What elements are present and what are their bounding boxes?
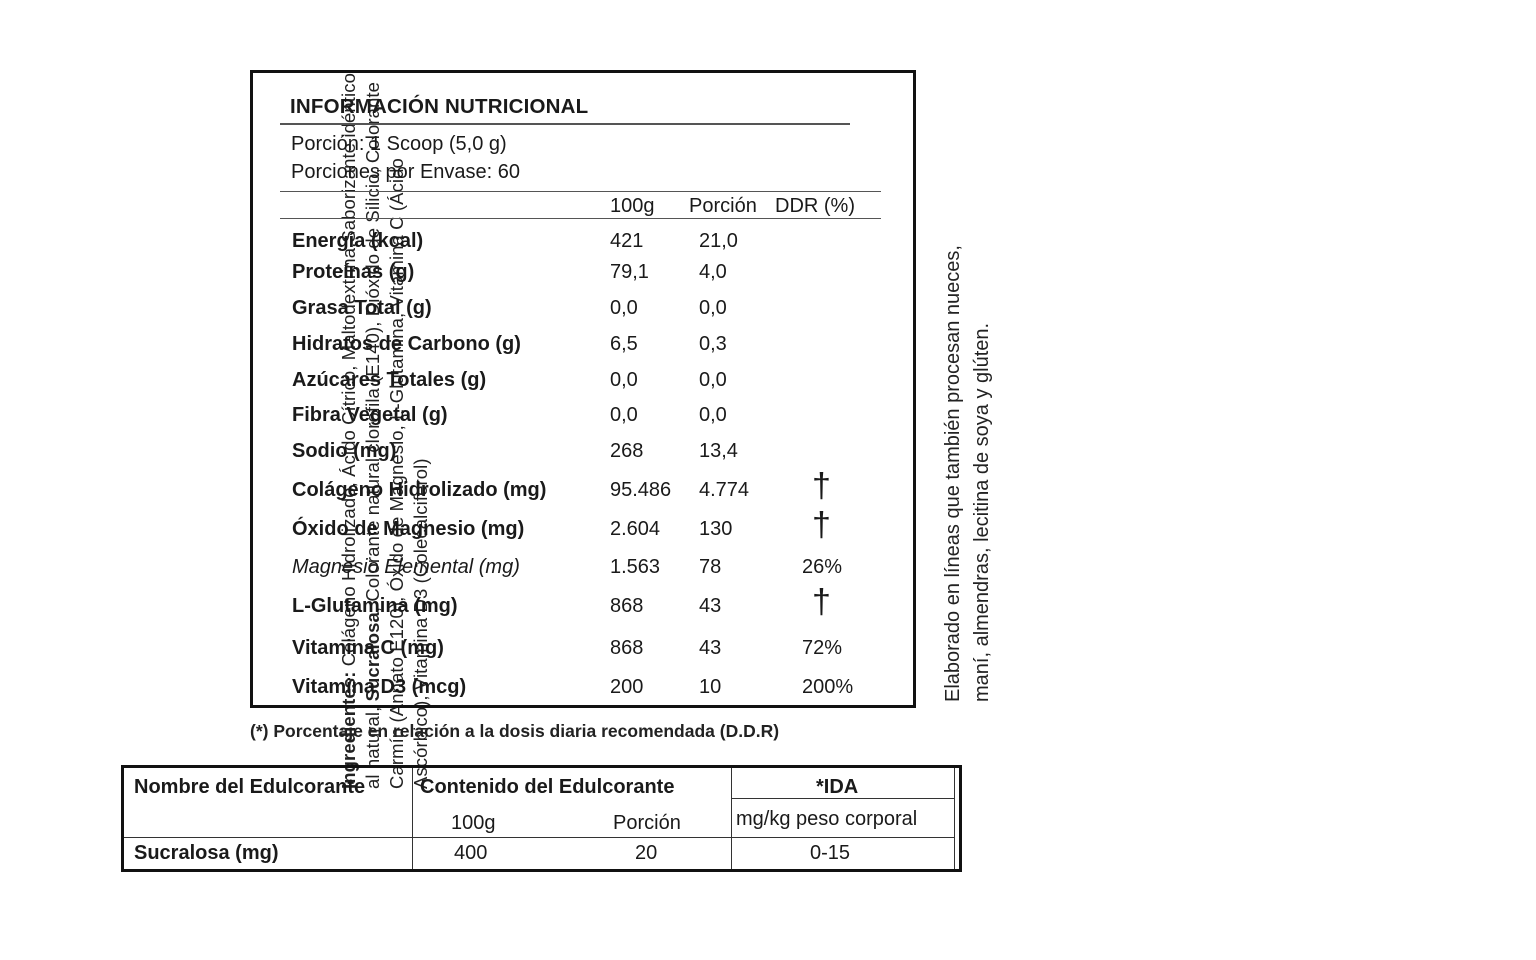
sweetener-name-header: Nombre del Edulcorante xyxy=(134,776,366,798)
nutrient-portion: 0,0 xyxy=(699,404,727,426)
col-divider xyxy=(954,768,955,869)
nutrition-panel xyxy=(250,70,916,708)
nutrient-per100: 2.604 xyxy=(610,518,661,540)
nutrient-portion: 78 xyxy=(699,556,722,578)
allergen-note xyxy=(939,122,999,702)
nutrient-row xyxy=(253,369,913,399)
col-header-100g: 100g xyxy=(610,195,655,217)
nutrient-ddr: 26% xyxy=(802,556,843,578)
nutrient-portion: 43 xyxy=(699,595,722,617)
nutrient-portion: 43 xyxy=(699,637,722,659)
ida-header: *IDA xyxy=(816,776,859,798)
nutrient-per100: 868 xyxy=(610,595,644,617)
nutrient-per100: 0,0 xyxy=(610,297,638,319)
nutrient-name: Hidratos de Carbono (g) xyxy=(292,333,521,355)
dagger-mark: † xyxy=(812,506,831,544)
nutrient-name: Energía (kcal) xyxy=(292,230,424,252)
ingredients-label: Ingredientes: xyxy=(338,671,359,789)
nutrient-portion: 21,0 xyxy=(699,230,738,252)
sweetener-table xyxy=(121,765,962,872)
col-header-portion: Porción xyxy=(689,195,757,217)
sweetener-content-header: Contenido del Edulcorante xyxy=(420,776,675,798)
nutrient-portion: 0,3 xyxy=(699,333,727,355)
nutrient-portion: 130 xyxy=(699,518,733,540)
nutrient-per100: 421 xyxy=(610,230,644,252)
nutrient-name: Sodio (mg) xyxy=(292,440,397,462)
header-top-divider xyxy=(280,191,881,192)
sweetener-row-100g: 400 xyxy=(454,842,488,864)
allergen-note-line2: maní, almendras, lecitina de soya y glúten. xyxy=(971,322,993,702)
nutrient-row xyxy=(253,583,913,625)
allergen-note-line1: Elaborado en líneas que también procesan nueces, xyxy=(942,245,964,702)
sweetener-sub-100g: 100g xyxy=(451,812,496,834)
serving-size: Porción: 1 Scoop (5,0 g) xyxy=(291,133,507,155)
nutrient-portion: 13,4 xyxy=(699,440,738,462)
ingredients-part2: , Colorante natural clorofila (E140), Dióxido de Silicio, Colorante Carmín (Annato E120), Óxido de Magnesio, L-Glutamina, Vitamina C (Ácido Ascórbico), Vitamina D3 (Colecalciferol) xyxy=(362,81,431,789)
nutrient-per100: 1.563 xyxy=(610,556,661,578)
nutrient-name: Óxido de Magnesio (mg) xyxy=(292,518,525,540)
nutrient-per100: 868 xyxy=(610,637,644,659)
sweetener-sub-portion: Porción xyxy=(613,812,681,834)
nutrient-row xyxy=(253,556,913,586)
nutrient-per100: 6,5 xyxy=(610,333,638,355)
nutrient-per100: 200 xyxy=(610,676,644,698)
col-divider xyxy=(412,768,413,869)
nutrient-row xyxy=(253,333,913,363)
nutrient-row xyxy=(253,467,913,509)
nutrient-name: Grasa Total (g) xyxy=(292,297,432,319)
nutrient-portion: 0,0 xyxy=(699,297,727,319)
nutrient-per100: 79,1 xyxy=(610,261,649,283)
title-divider xyxy=(280,123,850,125)
nutrient-name: Magnesio Elemental (mg) xyxy=(292,556,520,578)
nutrient-name: Proteínas (g) xyxy=(292,261,415,283)
col-header-ddr: DDR (%) xyxy=(775,195,855,217)
nutrient-row xyxy=(253,297,913,327)
nutrient-ddr: 200% xyxy=(802,676,854,698)
nutrient-row xyxy=(253,506,913,548)
nutrient-portion: 0,0 xyxy=(699,369,727,391)
ida-unit: mg/kg peso corporal xyxy=(736,808,918,830)
nutrient-row xyxy=(253,261,913,291)
nutrient-portion: 10 xyxy=(699,676,722,698)
col-divider xyxy=(731,768,732,869)
nutrient-name: Vitamina C (mg) xyxy=(292,637,444,659)
nutrition-title: INFORMACIÓN NUTRICIONAL xyxy=(290,95,589,118)
nutrient-name: Colágeno Hidrolizado (mg) xyxy=(292,479,547,501)
nutrient-name: Vitamina D3 (mcg) xyxy=(292,676,467,698)
servings-per-container: Porciones por Envase: 60 xyxy=(291,161,521,183)
nutrient-ddr: 72% xyxy=(802,637,843,659)
nutrient-per100: 0,0 xyxy=(610,369,638,391)
nutrient-portion: 4,0 xyxy=(699,261,727,283)
sweetener-row-portion: 20 xyxy=(635,842,658,864)
header-bottom-divider xyxy=(280,218,881,219)
nutrient-row xyxy=(253,637,913,667)
dagger-mark: † xyxy=(812,467,831,505)
nutrient-row xyxy=(253,230,913,260)
row-divider xyxy=(124,837,955,838)
nutrient-row xyxy=(253,440,913,470)
nutrient-per100: 0,0 xyxy=(610,404,638,426)
nutrient-name: Azúcares Totales (g) xyxy=(292,369,487,391)
ingredients-sweetener: Sucralosa xyxy=(362,612,383,702)
nutrient-name: L-Glutamina (mg) xyxy=(292,595,458,617)
nutrient-portion: 4.774 xyxy=(699,479,750,501)
ddr-footnote: (*) Porcentaje en relación a la dosis diaria recomendada (D.D.R) xyxy=(250,721,780,741)
nutrient-row xyxy=(253,404,913,434)
ingredients-part1: Colágeno Hidrolizado, Ácido Cítrico, Maltodextrina,Saborizante idéntico al natural, xyxy=(338,73,383,789)
nutrient-per100: 95.486 xyxy=(610,479,672,501)
dagger-mark: † xyxy=(812,583,831,621)
nutrient-row xyxy=(253,676,913,706)
sweetener-row-ida: 0-15 xyxy=(810,842,851,864)
nutrient-name: Fibra Vegetal (g) xyxy=(292,404,448,426)
nutrient-per100: 268 xyxy=(610,440,644,462)
sweetener-row-name: Sucralosa (mg) xyxy=(134,842,279,864)
